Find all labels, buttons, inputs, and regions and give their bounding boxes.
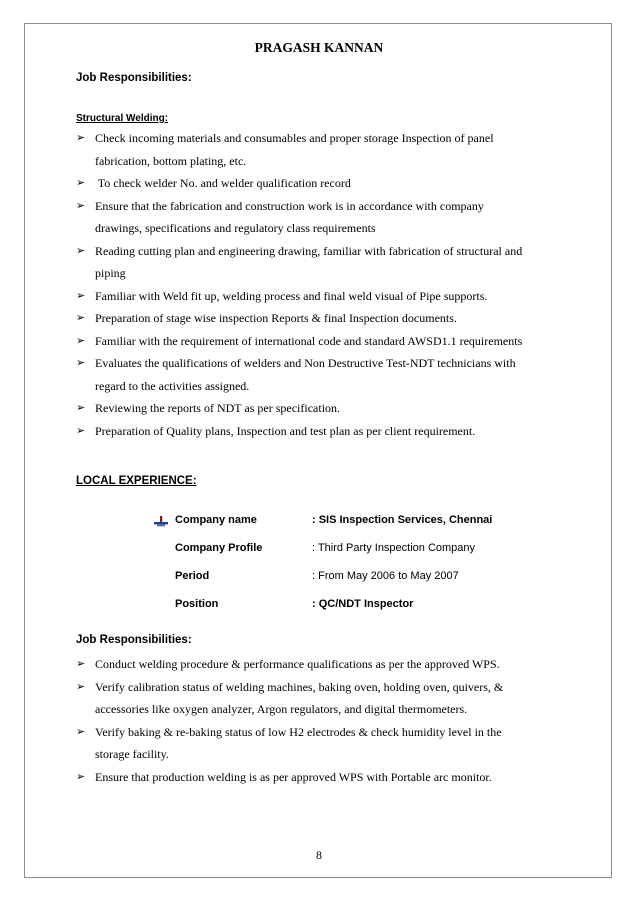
list-item-text: Preparation of Quality plans, Inspection and test plan as per client requirement. [95,423,476,438]
page-number: 8 [316,848,322,862]
pushpin-icon [154,516,168,528]
arrow-bullet-icon: ➢ [76,401,86,414]
list-item-text: Verify baking & re-baking status of low H2 electrodes & check humidity level in the [95,724,502,739]
list-item [76,397,556,420]
arrow-bullet-icon: ➢ [76,198,86,212]
experience-label: Position [175,598,219,610]
list-item-text: storage facility. [95,747,169,761]
arrow-bullet-icon: ➢ [76,131,86,144]
list-item-text: drawings, specifications and regulatory class requirements [95,221,376,235]
experience-label: Company name [175,514,257,526]
list-item-text: Ensure that production welding is as per approved WPS with Portable arc monitor. [95,769,492,784]
arrow-bullet-icon: ➢ [76,679,86,693]
structural-welding-subheading: Structural Welding: [76,113,169,124]
list-item-text: Reviewing the reports of NDT as per specification. [95,401,341,415]
list-item [76,307,556,330]
experience-value: : QC/NDT Inspector [312,598,414,610]
job-responsibilities-heading-2: Job Responsibilities: [76,634,192,646]
experience-label: Period [175,570,210,582]
structural-welding-list [76,127,556,442]
arrow-bullet-icon: ➢ [76,176,86,189]
list-item [76,420,556,443]
arrow-bullet-icon: ➢ [76,333,86,347]
list-item [76,285,556,308]
list-item-text: regard to the activities assigned. [95,378,250,393]
experience-row-company-name [150,514,550,530]
list-item [76,653,556,676]
list-item-text: fabrication, bottom plating, etc. [95,153,247,168]
list-item-text: To check welder No. and welder qualification record [95,176,351,190]
list-item [76,240,556,285]
arrow-bullet-icon: ➢ [76,243,86,257]
list-item-text: Familiar with the requirement of international code and standard AWSD1.1 requirements [95,333,523,348]
list-item [76,195,556,240]
arrow-bullet-icon: ➢ [76,423,86,437]
list-item [76,172,556,195]
local-experience-heading: LOCAL EXPERIENCE: [76,475,197,487]
experience-value: : From May 2006 to May 2007 [312,570,459,582]
page-title: PRAGASH KANNAN [254,40,384,55]
experience-row-position [150,598,550,614]
arrow-bullet-icon: ➢ [76,724,86,738]
experience-row-period [150,570,550,586]
arrow-bullet-icon: ➢ [76,311,86,324]
list-item-text: piping [95,266,126,280]
list-item [76,127,556,172]
arrow-bullet-icon: ➢ [76,288,86,302]
list-item [76,330,556,353]
list-item-text: Ensure that the fabrication and construction work is in accordance with company [95,198,484,213]
experience-row-company-profile [150,542,550,558]
list-item-text: Conduct welding procedure & performance qualifications as per the approved WPS. [95,657,500,671]
experience-label: Company Profile [175,542,263,554]
list-item [76,721,556,766]
list-item-text: Reading cutting plan and engineering drawing, familiar with fabrication of structural and [95,243,523,258]
experience-value: : SIS Inspection Services, Chennai [312,514,493,526]
list-item-text: Check incoming materials and consumables and proper storage Inspection of panel [95,131,494,145]
arrow-bullet-icon: ➢ [76,657,86,670]
list-item [76,766,556,789]
qc-responsibilities-list [76,653,556,788]
experience-value: : Third Party Inspection Company [312,542,476,554]
arrow-bullet-icon: ➢ [76,356,86,369]
list-item-text: Familiar with Weld fit up, welding process and final weld visual of Pipe supports. [95,288,488,303]
arrow-bullet-icon: ➢ [76,769,86,783]
list-item-text: accessories like oxygen analyzer, Argon regulators, and digital thermometers. [95,702,468,716]
list-item-text: Verify calibration status of welding machines, baking oven, holding oven, quivers, & [95,679,504,694]
list-item-text: Preparation of stage wise inspection Reports & final Inspection documents. [95,311,457,325]
list-item-text: Evaluates the qualifications of welders and Non Destructive Test-NDT technicians with [95,356,516,370]
job-responsibilities-heading: Job Responsibilities: [76,72,192,84]
list-item [76,676,556,721]
list-item [76,352,556,397]
